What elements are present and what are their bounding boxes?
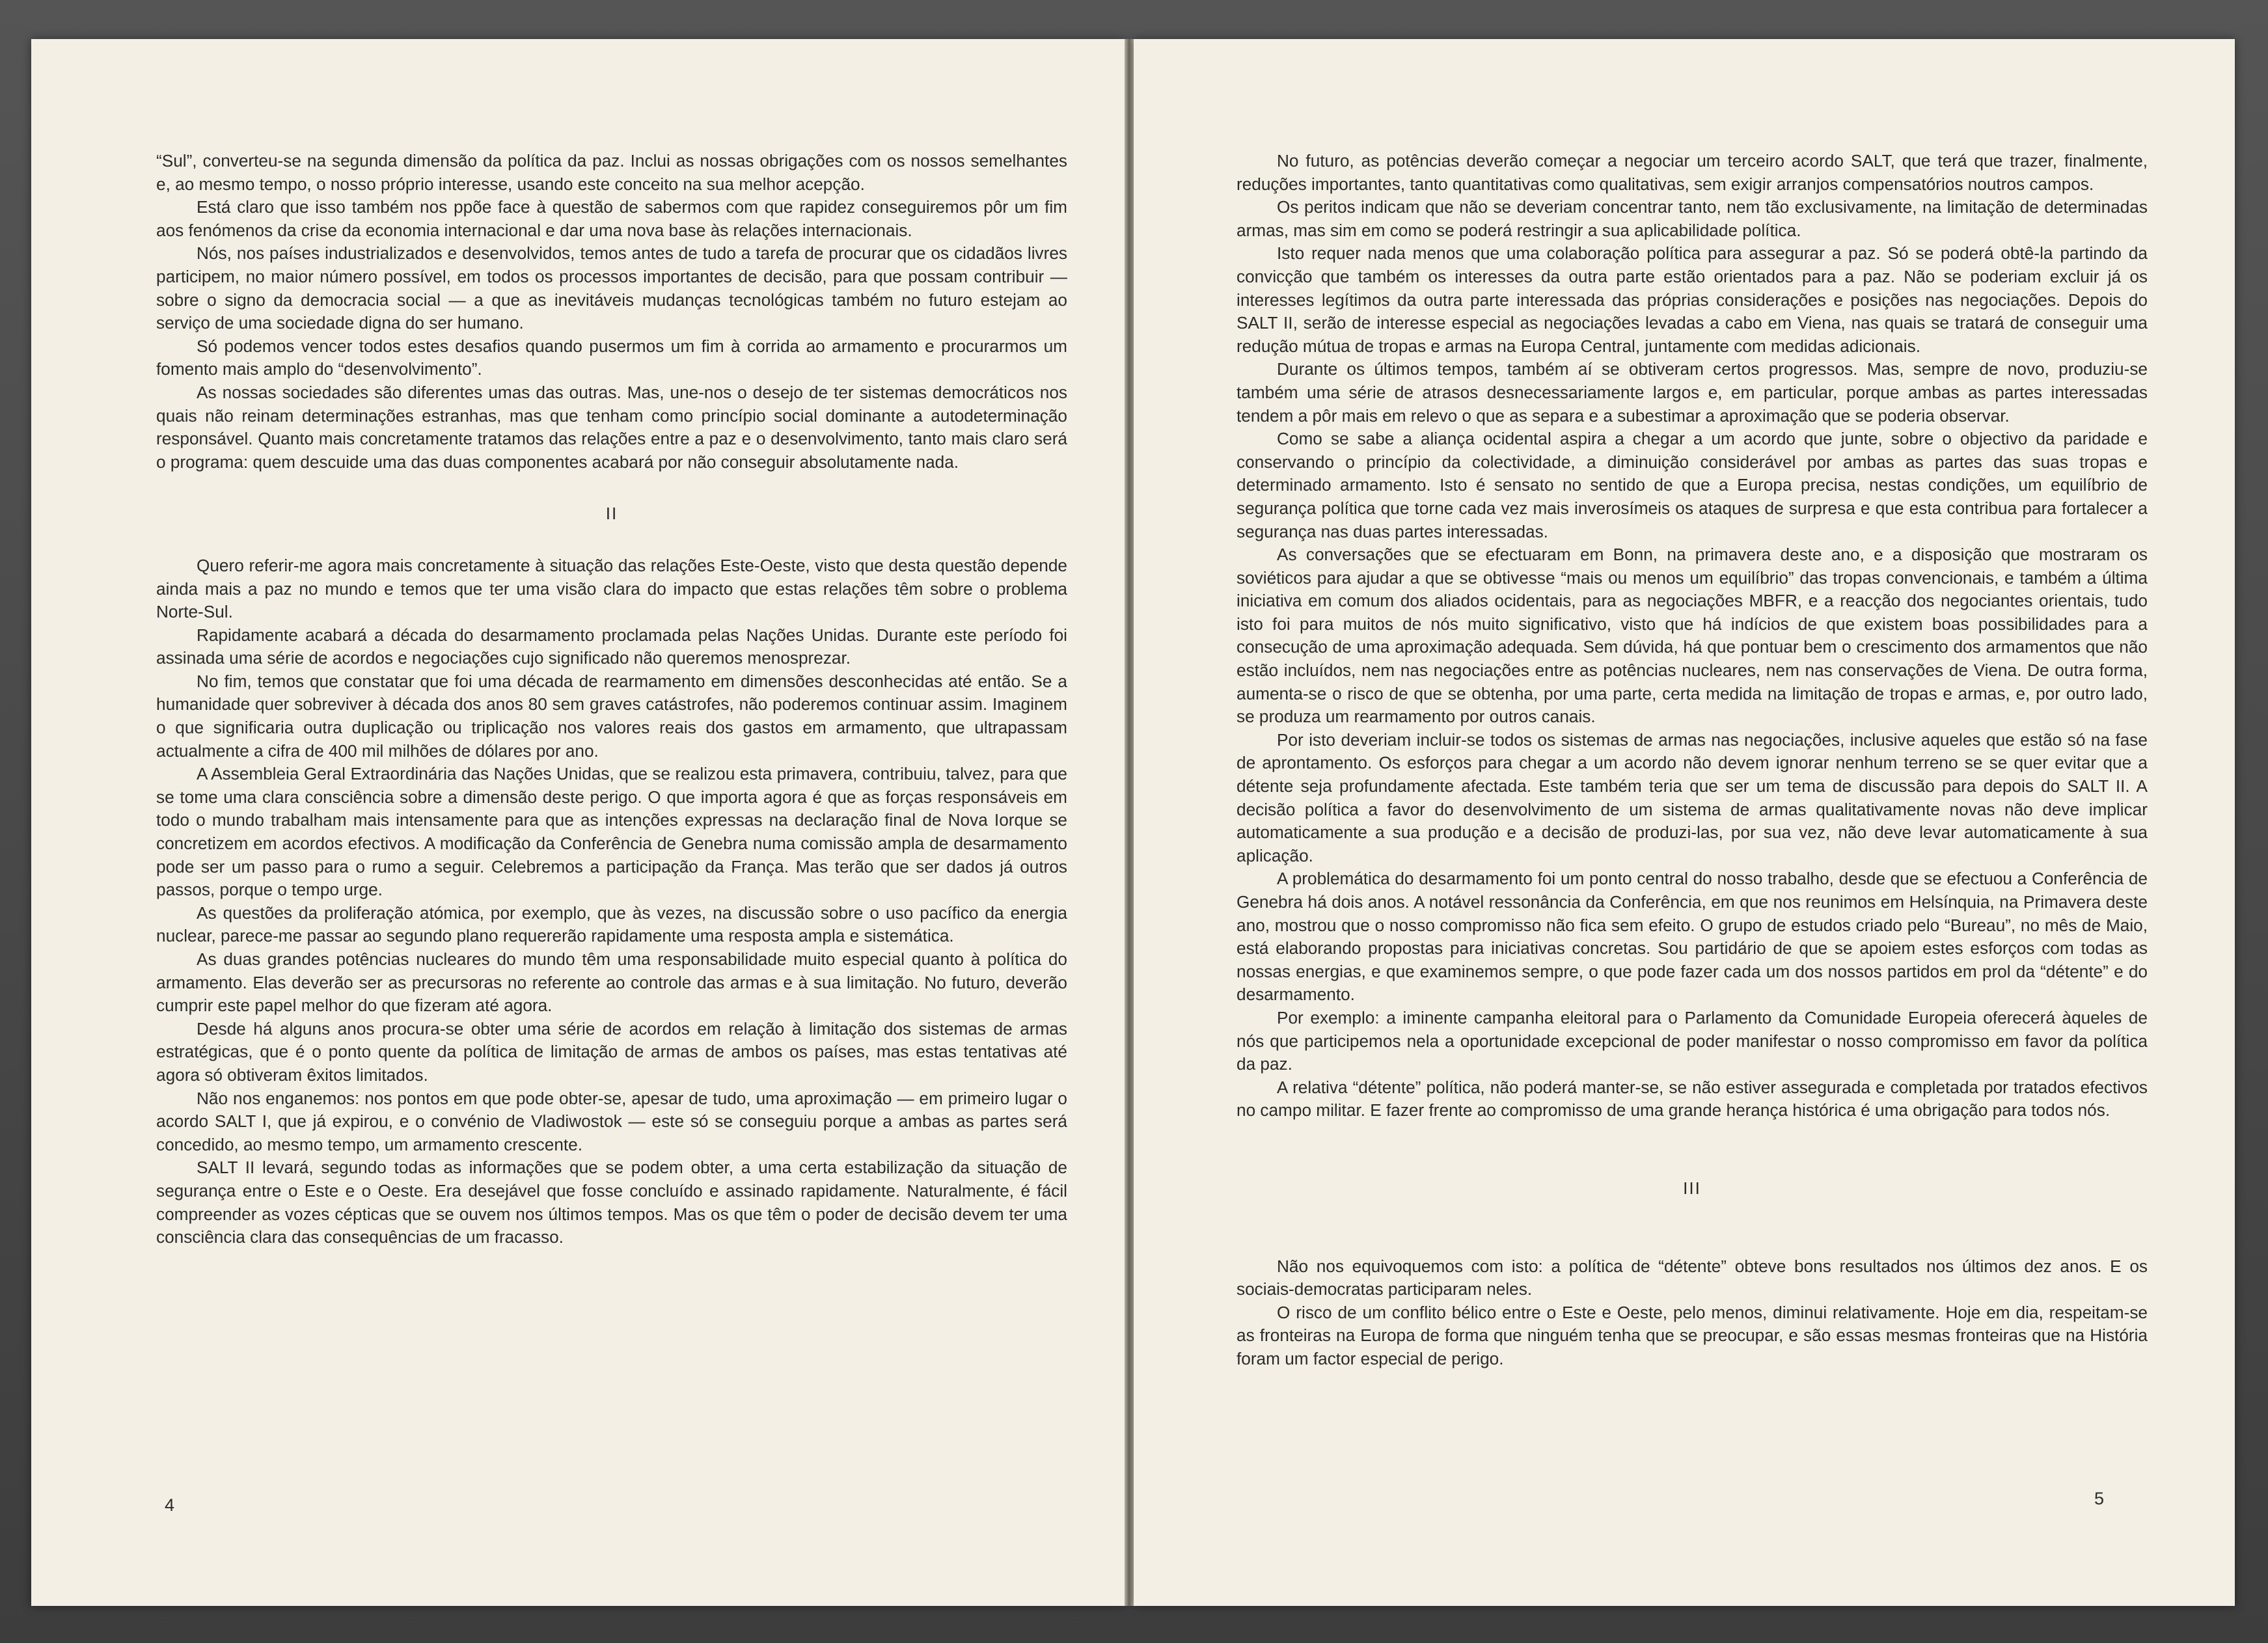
- paragraph: Não nos equivoquemos com isto: a política de “détente” obteve bons resultados nos últimos dez anos. E os sociais-democratas participaram neles.: [1236, 1256, 2148, 1299]
- paragraph: “Sul”, converteu-se na segunda dimensão da política da paz. Inclui as nossas obrigações com os nossos semelhantes e, ao mesmo tempo, o nosso próprio interesse, usando este conceito na sua melhor acepção.: [156, 151, 1067, 194]
- right-page: [1134, 39, 2235, 1606]
- paragraph: Não nos enganemos: nos pontos em que pode obter-se, apesar de tudo, uma aproximação — em primeiro lugar o acordo SALT I, que já expirou, e o convénio de Vladiwostok — este só se conseguiu porque a ambas as partes será concedido, ao mesmo tempo, um armamento crescente.: [156, 1088, 1067, 1154]
- section-heading: III: [1683, 1178, 1701, 1198]
- paragraph: Como se sabe a aliança ocidental aspira a chegar a um acordo que junte, sobre o objectivo da paridade e conservando o princípio da colectividade, a diminuição considerável por ambas as partes das suas tropas e determinado armamento. Isto é sensato no sentido de que a Europa precisa, nestas condições, um equilíbrio de segurança política que torne cada vez mais inverosímeis os ataques de surpresa e que esta contribua para fortalecer a segurança nas duas partes interessadas.: [1236, 429, 2148, 541]
- paragraph: As nossas sociedades são diferentes umas das outras. Mas, une-nos o desejo de ter sistemas democráticos nos quais não reinam determinações estranhas, mas que tenham como princípio social dominante a autodeterminação responsável. Quanto mais concretamente tratamos das relações entre a paz e o desenvolvimento, tanto mais claro será o programa: quem descuide uma das duas componentes acabará por não conseguir absolutamente nada.: [156, 382, 1067, 472]
- book-gutter: [1125, 39, 1134, 1606]
- paragraph: As duas grandes potências nucleares do mundo têm uma responsabilidade muito especial quanto à política do armamento. Elas deverão ser as precursoras no referente ao controle das armas e à sua limitação. No futuro, deverão cumprir este papel melhor do que fizeram até agora.: [156, 949, 1067, 1016]
- paragraph: Desde há alguns anos procura-se obter uma série de acordos em relação à limitação dos sistemas de armas estratégicas, que é o ponto quente da política de limitação de armas de ambos os países, mas estas tentativas até agora só obtiveram êxitos limitados.: [156, 1018, 1067, 1085]
- paragraph: Os peritos indicam que não se deveriam concentrar tanto, nem tão exclusivamente, na limitação de determinadas armas, mas sim em como se poderá restringir a sua aplicabilidade política.: [1236, 197, 2148, 240]
- paragraph: As conversações que se efectuaram em Bonn, na primavera deste ano, e a disposição que mostraram os soviéticos para ajudar a que se obtivesse “mais ou menos um equilíbrio” das tropas convencionais, e também a última iniciativa em comum dos aliados ocidentais, para as negociações MBFR, e a reacção dos negociantes orientais, tudo isto foi para muitos de nós muito significativo, visto que há indícios de que existem boas possibilidades para a consecução de uma aproximação adequada. Sem dúvida, há que pontuar bem o crescimento dos armamentos que não estão incluídos, nem nas negociações entre as potências nucleares, nem nas conservações de Viena. De outra forma, aumenta-se o risco de que se obtenha, por uma parte, certa medida na limitação de tropas e armas, e, por outro lado, se produza um rearmamento por outros canais.: [1236, 545, 2148, 727]
- paragraph: As questões da proliferação atómica, por exemplo, que às vezes, na discussão sobre o uso pacífico da energia nuclear, parece-me passar ao segundo plano requererão rapidamente uma resposta ampla e sistemática.: [156, 903, 1067, 946]
- paragraph: Por exemplo: a iminente campanha eleitoral para o Parlamento da Comunidade Europeia oferecerá àqueles de nós que participemos nela a oportunidade excepcional de poder manifestar o nosso compromisso em favor da política da paz.: [1236, 1007, 2148, 1074]
- paragraph: Por isto deveriam incluir-se todos os sistemas de armas nas negociações, inclusive aqueles que estão só na fase de aprontamento. Os esforços para chegar a um acordo não devem ignorar nenhum terreno se se quer evitar que a détente seja profundamente afectada. Este também teria que ser um tema de discussão para depois do SALT II. A decisão política a favor do desenvolvimento de um sistema de armas qualitativamente novas não deve implicar automaticamente a sua produção e a decisão de produzi-las, por sua vez, não deve levar automaticamente à sua aplicação.: [1236, 729, 2148, 865]
- left-page: [31, 39, 1125, 1606]
- paragraph: A relativa “détente” política, não poderá manter-se, se não estiver assegurada e completada por tratados efectivos no campo militar. E fazer frente ao compromisso de uma grande herança histórica é uma obrigação para todos nós.: [1236, 1077, 2148, 1120]
- paragraph: A problemática do desarmamento foi um ponto central do nosso trabalho, desde que se efectuou a Conferência de Genebra há dois anos. A notável ressonância da Conferência, em que nos reunimos em Helsínquia, na Primavera deste ano, mostrou que o nosso compromisso não fica sem efeito. O grupo de estudos criado pelo “Bureau”, no mês de Maio, está elaborando propostas para iniciativas concretas. Sou partidário de que se apoiem estes esforços com todas as nossas energias, e que examinemos sempre, o que pode fazer cada um dos nossos partidos em prol da “détente” e do desarmamento.: [1236, 869, 2148, 1005]
- left-page-body: [156, 150, 1067, 1249]
- paragraph: O risco de um conflito bélico entre o Este e Oeste, pelo menos, diminui relativamente. Hoje em dia, respeitam-se as fronteiras na Europa de forma que ninguém tenha que se preocupar, e são essas mesmas fronteiras que na História foram um factor especial de perigo.: [1236, 1302, 2148, 1368]
- section-heading: II: [605, 504, 618, 524]
- paragraph: SALT II levará, segundo todas as informações que se podem obter, a uma certa estabilização da situação de segurança entre o Este e o Oeste. Era desejável que fosse concluído e assinado rapidamente. Naturalmente, é fácil compreender as vozes cépticas que se ouvem nos últimos tempos. Mas os que têm o poder de decisão devem ter uma consciência clara das consequências de um fracasso.: [156, 1158, 1067, 1247]
- page-number: 5: [2094, 1489, 2105, 1508]
- paragraph: Só podemos vencer todos estes desafios quando pusermos um fim à corrida ao armamento e procurarmos um fomento mais amplo do “desenvolvimento”.: [156, 336, 1067, 379]
- paragraph: Isto requer nada menos que uma colaboração política para assegurar a paz. Só se poderá obtê-la partindo da convicção que também os interesses da outra parte estão orientados para a paz. Não se poderiam excluir já os interesses legítimos da outra parte interessada das próprias considerações e posições nas negociações. Depois do SALT II, serão de interesse especial as negociações levadas a cabo em Viena, nas quais se tratará de conseguir uma redução mútua de tropas e armas na Europa Central, juntamente com medidas adicionais.: [1236, 243, 2148, 356]
- paragraph: No futuro, as potências deverão começar a negociar um terceiro acordo SALT, que terá que trazer, finalmente, reduções importantes, tanto quantitativas como qualitativas, sem exigir arranjos compensatórios noutros campos.: [1236, 151, 2148, 194]
- paragraph: Rapidamente acabará a década do desarmamento proclamada pelas Nações Unidas. Durante este período foi assinada uma série de acordos e negociações cujo significado não queremos menosprezar.: [156, 625, 1067, 668]
- page-number: 4: [165, 1495, 175, 1515]
- paragraph: Nós, nos países industrializados e desenvolvidos, temos antes de tudo a tarefa de procurar que os cidadãos livres participem, no maior número possível, em todos os processos importantes de decisão, para que possam contribuir — sobre o signo da democracia social — a que as inevitáveis mudanças tecnológicas também no futuro estejam ao serviço de uma sociedade digna do ser humano.: [156, 243, 1067, 333]
- right-page-body: [1236, 150, 2148, 1371]
- paragraph: Está claro que isso também nos ppõe face à questão de sabermos com que rapidez conseguiremos pôr um fim aos fenómenos da crise da economia internacional e dar uma nova base às relações internacionais.: [156, 197, 1067, 240]
- paragraph: No fim, temos que constatar que foi uma década de rearmamento em dimensões desconhecidas até então. Se a humanidade quer sobreviver à década dos anos 80 sem graves catástrofes, não poderemos continuar assim. Imaginem o que significaria outra duplicação ou triplicação nos valores reais dos gastos em armamento, que ultrapassam actualmente a cifra de 400 mil milhões de dólares por ano.: [156, 671, 1067, 761]
- paragraph: Quero referir-me agora mais concretamente à situação das relações Este-Oeste, visto que desta questão depende ainda mais a paz no mundo e temos que ter uma visão clara do impacto que estas relações têm sobre o problema Norte-Sul.: [156, 555, 1067, 622]
- paragraph: Durante os últimos tempos, também aí se obtiveram certos progressos. Mas, sempre de novo, produziu-se também uma série de atrasos desnecessariamente largos e, em particular, porque ambas as partes interessadas tendem a pôr mais em relevo o que as separa e a subestimar a aproximação que se poderia observar.: [1236, 359, 2148, 426]
- paragraph: A Assembleia Geral Extraordinária das Nações Unidas, que se realizou esta primavera, contribuiu, talvez, para que se tome uma clara consciência sobre a dimensão deste perigo. O que importa agora é que as forças responsáveis em todo o mundo trabalham mais intensamente para que as intenções expressas na declaração final de Nova Iorque se concretizem em acordos efectivos. A modificação da Conferência de Genebra numa comissão ampla de desarmamento pode ser um passo para o rumo a seguir. Celebremos a participação da França. Mas terão que ser dados já outros passos, porque o tempo urge.: [156, 764, 1067, 900]
